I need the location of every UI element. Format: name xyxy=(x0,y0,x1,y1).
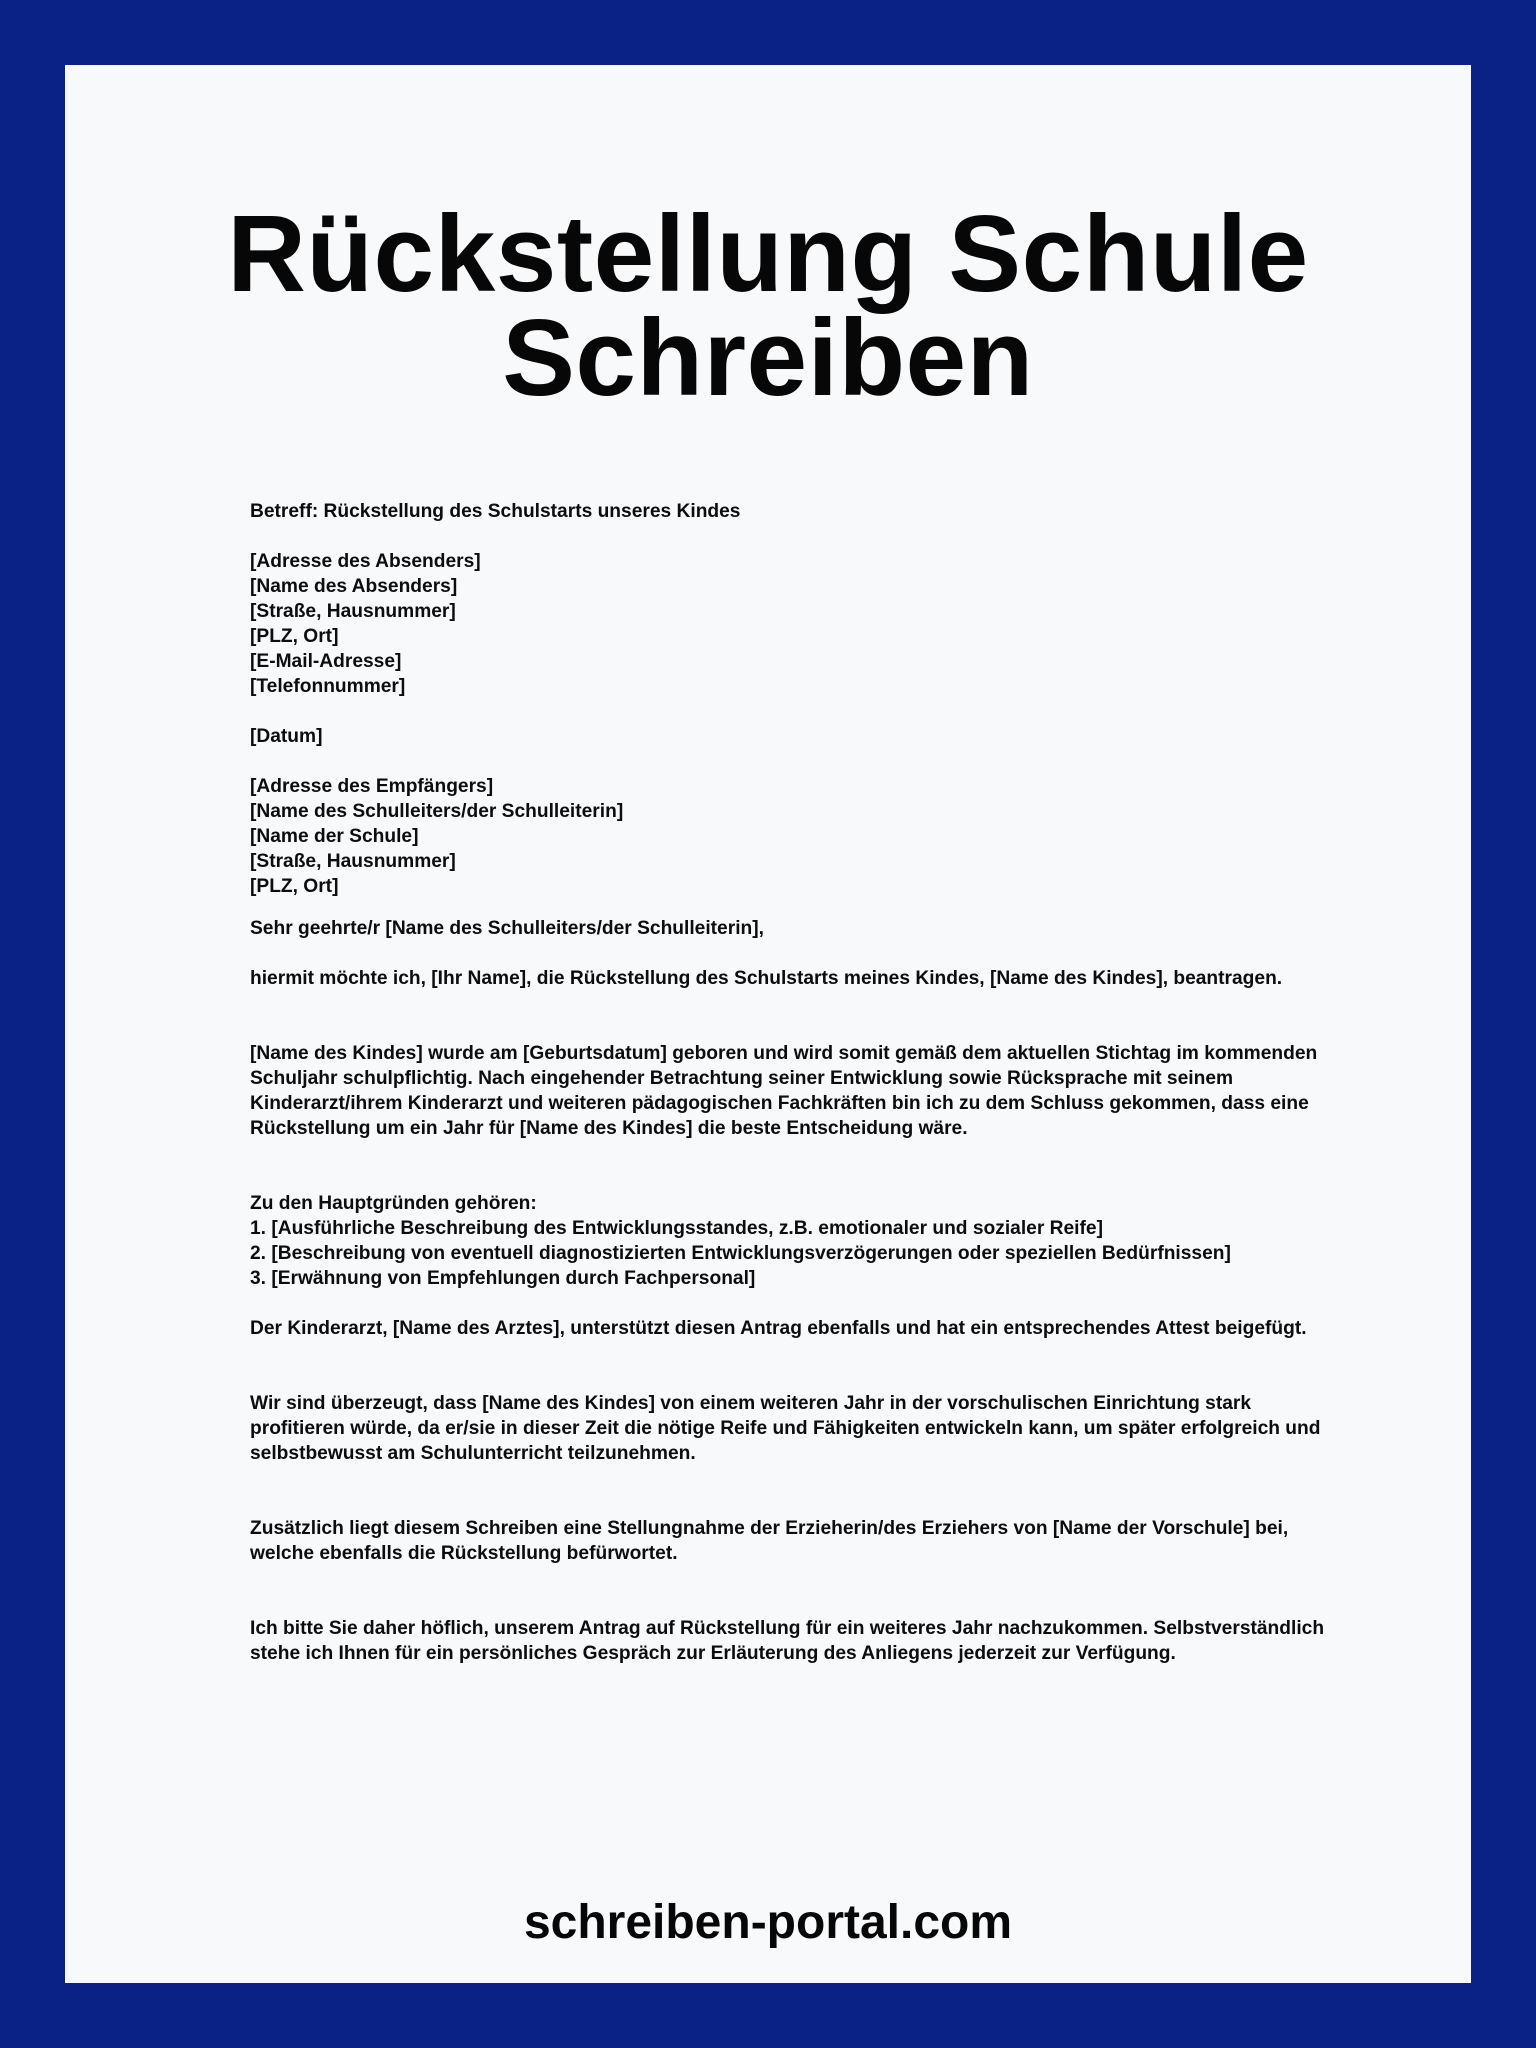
recipient-line: [Straße, Hausnummer] xyxy=(250,851,456,872)
letter-paragraph-3: Wir sind überzeugt, dass [Name des Kindes] von einem weiteren Jahr in der vorschulischen Einrichtung stark profitieren würde, da er/sie in dieser Zeit die nötige Reife und Fähigkeiten entwickeln kann, um später erfolgreich und selbstbewusst am Schulunterricht teilzunehmen. xyxy=(250,1393,1321,1464)
recipient-line: [Name der Schule] xyxy=(250,826,419,847)
letter-paragraph-1: [Name des Kindes] wurde am [Geburtsdatum] geboren und wird somit gemäß dem aktuellen Stichtag im kommenden Schuljahr schulpflichtig. Nach eingehender Betrachtung seiner Entwicklung sowie Rücksprache mit seinem Kinderarzt/ihrem Kinderarzt und weiteren pädagogischen Fachkräften bin ich zu dem Schluss gekommen, dass eine Rückstellung um ein Jahr für [Name des Kindes] die beste Entscheidung wäre. xyxy=(250,1043,1318,1139)
sender-line: [Telefonnummer] xyxy=(250,676,406,697)
letter-salutation: Sehr geehrte/r [Name des Schulleiters/der Schulleiterin], xyxy=(250,918,764,939)
sender-line: [PLZ, Ort] xyxy=(250,626,339,647)
page-title xyxy=(65,193,1471,419)
recipient-line: [PLZ, Ort] xyxy=(250,876,339,897)
letter-paragraph-2: Der Kinderarzt, [Name des Arztes], unterstützt diesen Antrag ebenfalls und hat ein entsprechendes Attest beigefügt. xyxy=(250,1318,1307,1339)
reason-item: 1. [Ausführliche Beschreibung des Entwicklungsstandes, z.B. emotionaler und sozialer Reife] xyxy=(250,1218,1103,1239)
reasons-list xyxy=(250,1191,1350,1291)
letter-paragraph-4: Zusätzlich liegt diesem Schreiben eine Stellungnahme der Erzieherin/des Erziehers von [Name der Vorschule] bei, welche ebenfalls die Rückstellung befürwortet. xyxy=(250,1518,1289,1564)
letter-date: [Datum] xyxy=(250,726,323,747)
title-line-2: Schreiben xyxy=(502,297,1034,419)
sender-line: [Straße, Hausnummer] xyxy=(250,601,456,622)
document-sheet xyxy=(65,65,1471,1983)
recipient-line: [Name des Schulleiters/der Schulleiterin] xyxy=(250,801,624,822)
letter-paragraph-5: Ich bitte Sie daher höflich, unserem Antrag auf Rückstellung für ein weiteres Jahr nachzukommen. Selbstverständlich stehe ich Ihnen für ein persönliches Gespräch zur Erläuterung des Anliegens jederzeit zur Verfügung. xyxy=(250,1618,1325,1664)
sender-line: [Adresse des Absenders] xyxy=(250,551,481,572)
sender-line: [E-Mail-Adresse] xyxy=(250,651,402,672)
letter-body xyxy=(250,499,1350,1666)
reasons-heading: Zu den Hauptgründen gehören: xyxy=(250,1193,537,1214)
recipient-line: [Adresse des Empfängers] xyxy=(250,776,494,797)
footer-site-name: schreiben-portal.com xyxy=(523,1896,1013,1949)
reason-item: 2. [Beschreibung von eventuell diagnostizierten Entwicklungsverzögerungen oder speziellen Bedürfnissen] xyxy=(250,1243,1231,1264)
recipient-block xyxy=(250,774,1350,899)
sender-line: [Name des Absenders] xyxy=(250,576,458,597)
title-line-1: Rückstellung Schule xyxy=(227,193,1309,315)
letter-subject: Betreff: Rückstellung des Schulstarts unseres Kindes xyxy=(250,501,741,522)
reason-item: 3. [Erwähnung von Empfehlungen durch Fachpersonal] xyxy=(250,1268,756,1289)
sender-block xyxy=(250,549,1350,699)
letter-intro: hiermit möchte ich, [Ihr Name], die Rückstellung des Schulstarts meines Kindes, [Name des Kindes], beantragen. xyxy=(250,968,1283,989)
